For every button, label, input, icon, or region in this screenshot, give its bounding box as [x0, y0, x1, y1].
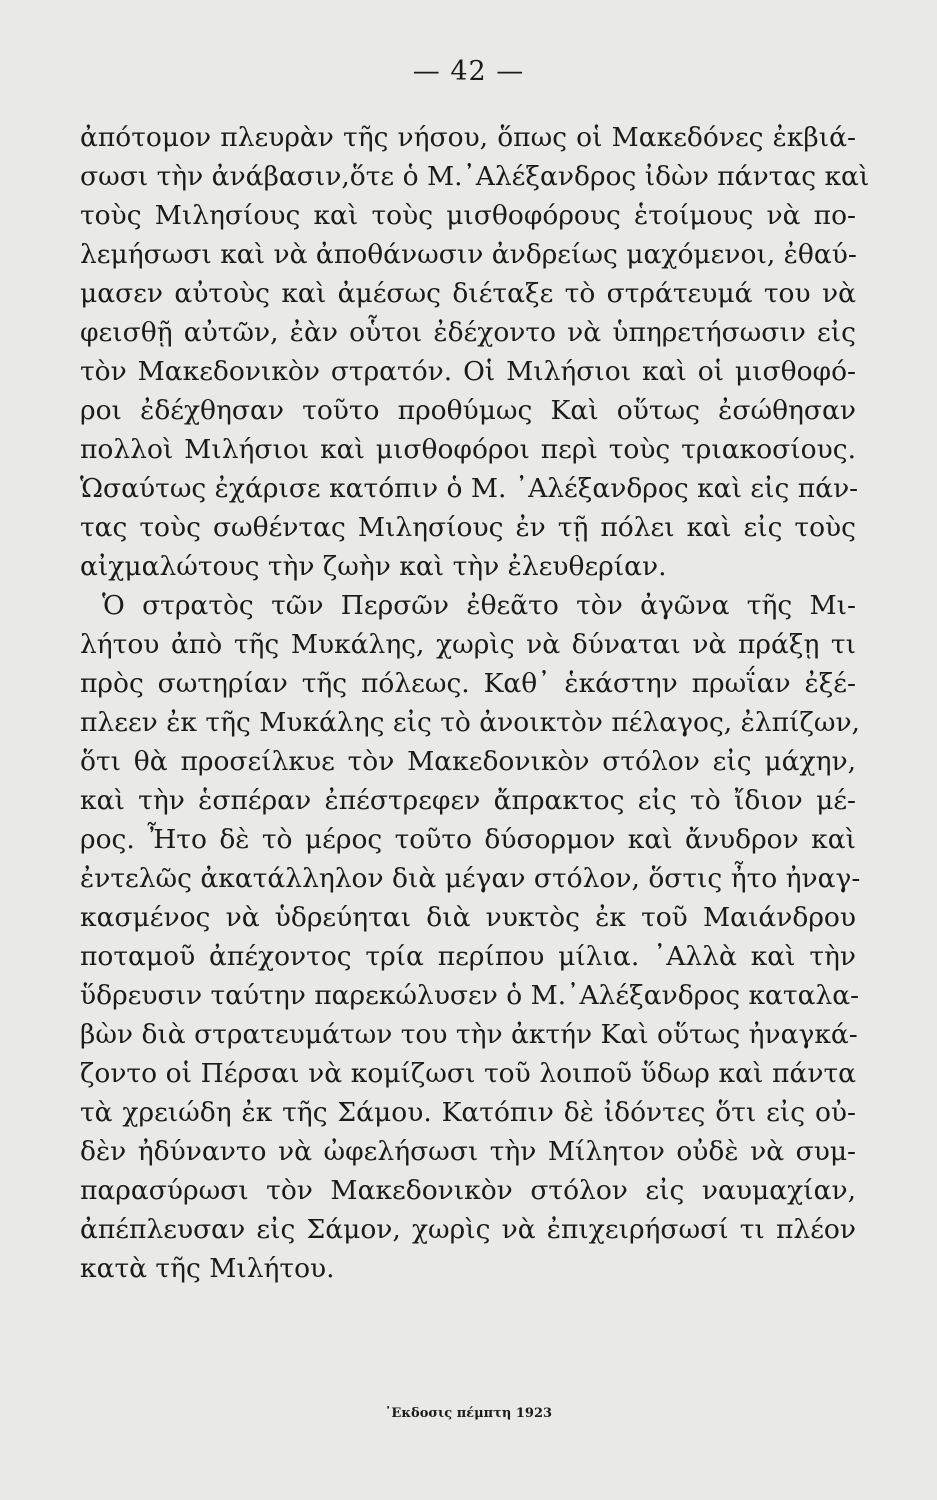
text-line: καὶ τὴν ἑσπέραν ἐπέστρεφεν ἄπρακτος εἰς τὸ ἴδιον μέ- — [80, 785, 856, 816]
body-text — [80, 118, 870, 1288]
text-line: Ὁ στρατὸς τῶν Περσῶν ἐθεᾶτο τὸν ἀγῶνα τῆς Μι- — [102, 590, 856, 621]
text-line: δὲν ἠδύναντο νὰ ὠφελήσωσι τὴν Μίλητον οὐδὲ νὰ συμ- — [80, 1136, 856, 1167]
text-line: φεισθῇ αὐτῶν, ἐὰν οὗτοι ἐδέχοντο νὰ ὑπηρετήσωσιν εἰς — [80, 317, 856, 348]
text-line: ὅτι θὰ προσείλκυε τὸν Μακεδονικὸν στόλον εἰς μάχην, — [80, 746, 856, 777]
text-line: πρὸς σωτηρίαν τῆς πόλεως. Καθ᾽ ἑκάστην πρωΐαν ἐξέ- — [80, 668, 856, 699]
text-line: ρος. Ἦτο δὲ τὸ μέρος τοῦτο δύσορμον καὶ ἄνυδρον καὶ — [80, 824, 856, 855]
page-number: — 42 — — [412, 56, 525, 87]
paragraph — [80, 118, 870, 586]
edition-footnote: ᾽Εκδοσις πέμπτη 1923 — [384, 1406, 553, 1421]
text-line: κατὰ τῆς Μιλήτου. — [80, 1253, 335, 1284]
text-line: Ὡσαύτως ἐχάρισε κατόπιν ὁ Μ. ᾽Αλέξανδρος καὶ εἰς πάν- — [80, 473, 859, 504]
text-line: πλεεν ἐκ τῆς Μυκάλης εἰς τὸ ἀνοικτὸν πέλαγος, ἐλπίζων, — [80, 707, 860, 738]
text-line: τὰ χρειώδη ἐκ τῆς Σάμου. Κατόπιν δὲ ἰδόντες ὅτι εἰς οὐ- — [80, 1097, 856, 1128]
text-line: πολλοὶ Μιλήσιοι καὶ μισθοφόροι περὶ τοὺς τριακοσίους. — [80, 434, 856, 465]
text-line: ζοντο οἱ Πέρσαι νὰ κομίζωσι τοῦ λοιποῦ ὕδωρ καὶ πάντα — [80, 1058, 856, 1089]
text-line: κασμένος νὰ ὑδρεύηται διὰ νυκτὸς ἐκ τοῦ Μαιάνδρου — [80, 902, 856, 933]
text-line: ἀπέπλευσαν εἰς Σάμον, χωρὶς νὰ ἐπιχειρήσωσί τι πλέον — [80, 1214, 856, 1245]
text-line: ποταμοῦ ἀπέχοντος τρία περίπου μίλια. ᾽Αλλὰ καὶ τὴν — [80, 941, 856, 972]
text-line: τὸν Μακεδονικὸν στρατόν. Οἱ Μιλήσιοι καὶ οἱ μισθοφό- — [80, 356, 856, 387]
text-line: τοὺς Μιλησίους καὶ τοὺς μισθοφόρους ἑτοίμους νὰ πο- — [80, 200, 856, 231]
text-line: ἐντελῶς ἀκατάλληλον διὰ μέγαν στόλον, ὅστις ἦτο ἠναγ- — [80, 863, 861, 894]
text-line: σωσι τὴν ἀνάβασιν,ὅτε ὁ Μ.᾽Αλέξανδρος ἰδὼν πάντας καὶ — [80, 161, 870, 192]
text-line: τας τοὺς σωθέντας Μιλησίους ἐν τῇ πόλει καὶ εἰς τοὺς — [80, 512, 856, 543]
text-line: μασεν αὐτοὺς καὶ ἀμέσως διέταξε τὸ στράτευμά του νὰ — [80, 278, 856, 309]
text-line: παρασύρωσι τὸν Μακεδονικὸν στόλον εἰς ναυμαχίαν, — [80, 1175, 856, 1206]
text-line: αἰχμαλώτους τὴν ζωὴν καὶ τὴν ἐλευθερίαν. — [80, 551, 667, 582]
text-line: βὼν διὰ στρατευμάτων του τὴν ἀκτήν Καὶ οὕτως ἠναγκά- — [80, 1019, 858, 1050]
text-line: ἀπότομον πλευρὰν τῆς νήσου, ὅπως οἱ Μακεδόνες ἐκβιά- — [80, 122, 856, 153]
text-line: λεμήσωσι καὶ νὰ ἀποθάνωσιν ἀνδρείως μαχόμενοι, ἐθαύ- — [80, 239, 857, 270]
text-line: ροι ἐδέχθησαν τοῦτο προθύμως Καὶ οὕτως ἐσώθησαν — [80, 395, 856, 426]
text-line: ὕδρευσιν ταύτην παρεκώλυσεν ὁ Μ.᾽Αλέξανδρος καταλα- — [80, 980, 860, 1011]
text-line: λήτου ἀπὸ τῆς Μυκάλης, χωρὶς νὰ δύναται νὰ πράξῃ τι — [80, 629, 856, 660]
paragraph — [80, 586, 861, 1288]
